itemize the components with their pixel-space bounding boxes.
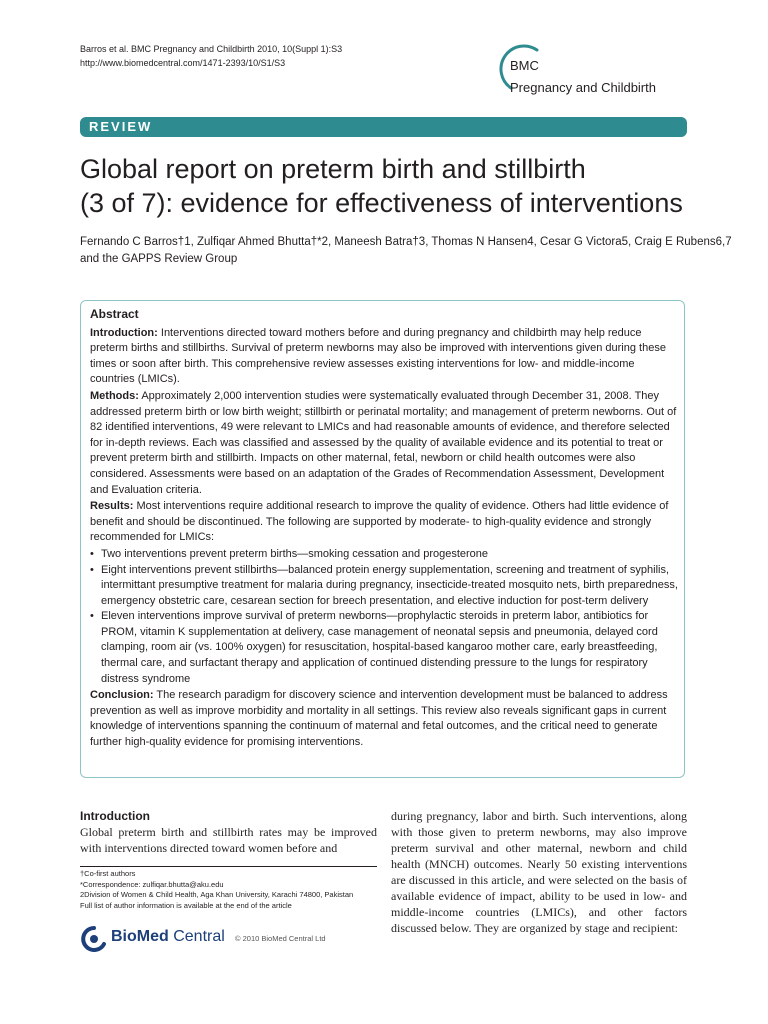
footnote: 2Division of Women & Child Health, Aga Khan University, Karachi 74800, Pakistan [80, 890, 354, 899]
results-text: Most interventions require additional research to improve the quality of evidence. Others had little evidence of benefit and should be discontinued. The following are supported by moderate- to high-quality evidence and strongly recommended for LMICs: [90, 500, 669, 544]
abstract-results [90, 499, 680, 546]
body-column-left [80, 808, 377, 856]
article-title [80, 152, 720, 220]
publisher-logo [80, 926, 380, 952]
results-bullet: • Two interventions prevent preterm births—smoking cessation and progesterone [90, 547, 680, 563]
abstract-conclusion [90, 688, 680, 750]
journal-logo [497, 44, 697, 104]
journal-bmc-label: BMC [510, 58, 539, 73]
abstract-introduction [90, 326, 680, 388]
results-bullet: • Eight interventions prevent stillbirths—balanced protein energy supplementation, screening and treatment of syphilis, intermittant presumptive treatment for malaria during pregnancy, insecticide-treated mosquito nets, birth preparedness, emergency obstetric care, cesarean section for breech presentation, and elective induction for post-term delivery [90, 563, 680, 610]
introduction-label: Introduction: [90, 326, 158, 339]
copyright-notice: © 2010 BioMed Central Ltd [235, 934, 326, 943]
footnotes [80, 866, 377, 911]
authors-line: and the GAPPS Review Group [80, 253, 238, 265]
footnote: †Co-first authors [80, 869, 136, 878]
results-bullet: • Eleven interventions improve survival of preterm newborns—prophylactic steroids in preterm labor, antibiotics for PROM, vitamin K supplementation at delivery, case management of neonatal sepsis and pneumonia, delayed cord clamping, room air (vs. 100% oxygen) for resuscitation, hospital-based kangaroo mother care, early breastfeeding, thermal care, and surfactant therapy and application of continued distending pressure to the lungs for respiratory distress syndrome [90, 609, 680, 687]
biomed-central-icon [80, 926, 108, 952]
body-column-right: during pregnancy, labor and birth. Such interventions, along with those given to preterm newborns, may also improve preterm survival and other maternal, newborn and child health (MNCH) outcomes. Nearly 50 existing interventions are discussed in this article, and were selected on the basis of available evidence of impact, ability to be used in low- and middle-income countries (LMICs), and other factors discussed below. They are organized by stage and recipient: [391, 809, 687, 935]
article-url[interactable]: http://www.biomedcentral.com/1471-2393/10/S1/S3 [80, 58, 286, 68]
correspondence-email[interactable]: *Correspondence: zulfiqar.bhutta@aku.edu [80, 879, 224, 889]
article-type-label: REVIEW [89, 119, 153, 134]
abstract-heading: Abstract [90, 307, 139, 321]
title-line: (3 of 7): evidence for effectiveness of interventions [80, 188, 683, 218]
author-list [80, 234, 732, 268]
journal-name: Pregnancy and Childbirth [510, 80, 656, 95]
conclusion-text: The research paradigm for discovery science and intervention development must be balanced to address prevention as well as improve morbidity and mortality in all settings. This review also reveals significant gaps in current knowledge of interventions spanning the continuum of maternal and fetal outcomes, and the critical need to generate further high-quality evidence for promising interventions. [90, 689, 668, 749]
article-type-bar [80, 117, 687, 137]
abstract-box [80, 300, 685, 778]
introduction-text: Interventions directed toward mothers before and during pregnancy and childbirth may help reduce preterm births and stillbirths. Survival of preterm newborns may also be improved with interventions given during these times or soon after birth. This comprehensive review assesses existing interventions for low- and middle-income countries (LMICs). [90, 326, 666, 386]
footnote: Full list of author information is available at the end of the article [80, 900, 292, 910]
citation-header [80, 42, 342, 70]
publisher-name-bold: BioMed [111, 928, 169, 945]
conclusion-label: Conclusion: [90, 689, 154, 702]
abstract-methods [90, 389, 680, 498]
results-bullet-list [90, 547, 680, 687]
publisher-name-regular: Central [168, 928, 225, 945]
publisher-wordmark [111, 928, 225, 946]
introduction-paragraph-start: Global preterm birth and stillbirth rates may be improved with interventions directed toward women before and [80, 825, 377, 855]
results-label: Results: [90, 500, 134, 513]
journal-arc-icon [497, 44, 557, 104]
citation-line: Barros et al. BMC Pregnancy and Childbirth 2010, 10(Suppl 1):S3 [80, 44, 343, 54]
authors-line: Fernando C Barros†1, Zulfiqar Ahmed Bhutta†*2, Maneesh Batra†3, Thomas N Hansen4, Cesar G Victora5, Craig E Rubens6,7 [80, 236, 732, 248]
methods-text: Approximately 2,000 intervention studies were systematically evaluated through December 31, 2008. They addressed preterm birth or low birth weight; stillbirth or perinatal mortality; and management of preterm newborns. Out of 82 identified interventions, 49 were relevant to LMICs and had reasonable amounts of evidence, and therefore selected for in-depth reviews. Each was classified and assessed by the quality of available evidence and its potential to treat or prevent preterm birth and stillbirth. Impacts on other maternal, fetal, newborn or child health outcomes were also considered. Assessments were based on an adaptation of the Grades of Recommendation Assessment, Development and Evaluation criteria. [90, 389, 677, 496]
introduction-heading: Introduction [80, 809, 150, 823]
methods-label: Methods: [90, 389, 139, 402]
title-line: Global report on preterm birth and stillbirth [80, 154, 586, 184]
